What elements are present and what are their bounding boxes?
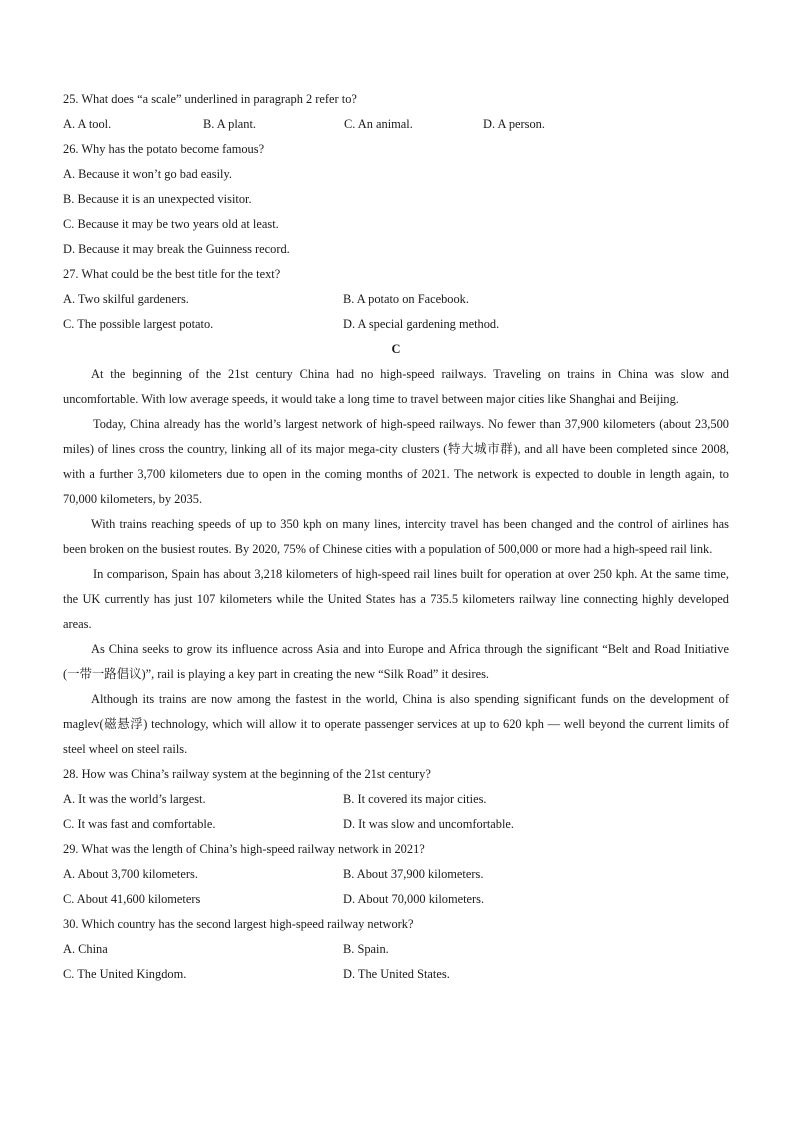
option-a: A. Two skilful gardeners. — [63, 292, 189, 306]
question-29-options-row2 — [63, 887, 729, 912]
option-c: C. About 41,600 kilometers — [63, 892, 201, 906]
question-28-options-row2 — [63, 812, 729, 837]
passage-paragraph-4: In comparison, Spain has about 3,218 kilometers of high-speed rail lines built for operation at over 250 kph. At the same time, the UK currently has just 107 kilometers while the United States has a 735.5 kilometers railway line connecting highly developed areas. — [63, 567, 729, 631]
option-c: C. The United Kingdom. — [63, 967, 187, 981]
passage-paragraph-1: At the beginning of the 21st century China had no high-speed railways. Traveling on trains in China was slow and uncomfortable. With low average speeds, it would take a long time to travel between major cities like Shanghai and Beijing. — [63, 367, 729, 406]
option-c: C. Because it may be two years old at least. — [63, 217, 279, 231]
option-a: A. China — [63, 942, 108, 956]
option-d: D. A special gardening method. — [343, 317, 500, 331]
passage-paragraph-3: With trains reaching speeds of up to 350 kph on many lines, intercity travel has been changed and the control of airlines has been broken on the busiest routes. By 2020, 75% of Chinese cities with a population of 500,000 or more had a high-speed rail link. — [63, 517, 729, 556]
option-b: B. Because it is an unexpected visitor. — [63, 192, 252, 206]
option-d: D. A person. — [483, 117, 545, 131]
question-27: 27. What could be the best title for the text? — [63, 267, 281, 281]
question-25-options — [63, 112, 729, 137]
option-b: B. A plant. — [203, 117, 257, 131]
question-27-options-row1 — [63, 287, 729, 312]
option-c: C. It was fast and comfortable. — [63, 817, 216, 831]
option-a: A. A tool. — [63, 117, 112, 131]
option-a: A. Because it won’t go bad easily. — [63, 167, 232, 181]
option-b: B. Spain. — [343, 942, 389, 956]
question-30-options-row1 — [63, 937, 729, 962]
passage-paragraph-5: As China seeks to grow its influence across Asia and into Europe and Africa through the significant “Belt and Road Initiative (一带一路倡议)”, rail is playing a key part in creating the new “Silk Road” it desires. — [63, 642, 729, 681]
option-d: D. Because it may break the Guinness record. — [63, 242, 290, 256]
option-b: B. A potato on Facebook. — [343, 292, 469, 306]
question-25: 25. What does “a scale” underlined in paragraph 2 refer to? — [63, 92, 357, 106]
question-28: 28. How was China’s railway system at the beginning of the 21st century? — [63, 767, 431, 781]
option-c: C. An animal. — [344, 117, 413, 131]
question-27-options-row2 — [63, 312, 729, 337]
option-a: A. About 3,700 kilometers. — [63, 867, 198, 881]
passage-paragraph-6: Although its trains are now among the fastest in the world, China is also spending significant funds on the development of maglev(磁悬浮) technology, which will allow it to operate passenger services at up to 620 kph — well beyond the current limits of steel wheel on steel rails. — [63, 692, 729, 756]
option-d: D. About 70,000 kilometers. — [343, 892, 485, 906]
question-29: 29. What was the length of China’s high-speed railway network in 2021? — [63, 842, 425, 856]
exam-page — [63, 87, 729, 987]
section-heading: C — [391, 342, 401, 356]
option-d: D. The United States. — [343, 967, 450, 981]
question-30: 30. Which country has the second largest high-speed railway network? — [63, 917, 414, 931]
question-28-options-row1 — [63, 787, 729, 812]
option-c: C. The possible largest potato. — [63, 317, 214, 331]
question-29-options-row1 — [63, 862, 729, 887]
question-26: 26. Why has the potato become famous? — [63, 142, 265, 156]
passage-paragraph-2: Today, China already has the world’s largest network of high-speed railways. No fewer than 37,900 kilometers (about 23,500 miles) of lines cross the country, linking all of its major mega-city clusters (特大城市群), and all have been completed since 2008, with a further 3,700 kilometers due to open in the coming months of 2021. The network is expected to double in length again, to 70,000 kilometers, by 2035. — [63, 417, 729, 506]
option-a: A. It was the world’s largest. — [63, 792, 206, 806]
option-d: D. It was slow and uncomfortable. — [343, 817, 515, 831]
question-30-options-row2 — [63, 962, 729, 987]
option-b: B. About 37,900 kilometers. — [343, 867, 484, 881]
option-b: B. It covered its major cities. — [343, 792, 487, 806]
